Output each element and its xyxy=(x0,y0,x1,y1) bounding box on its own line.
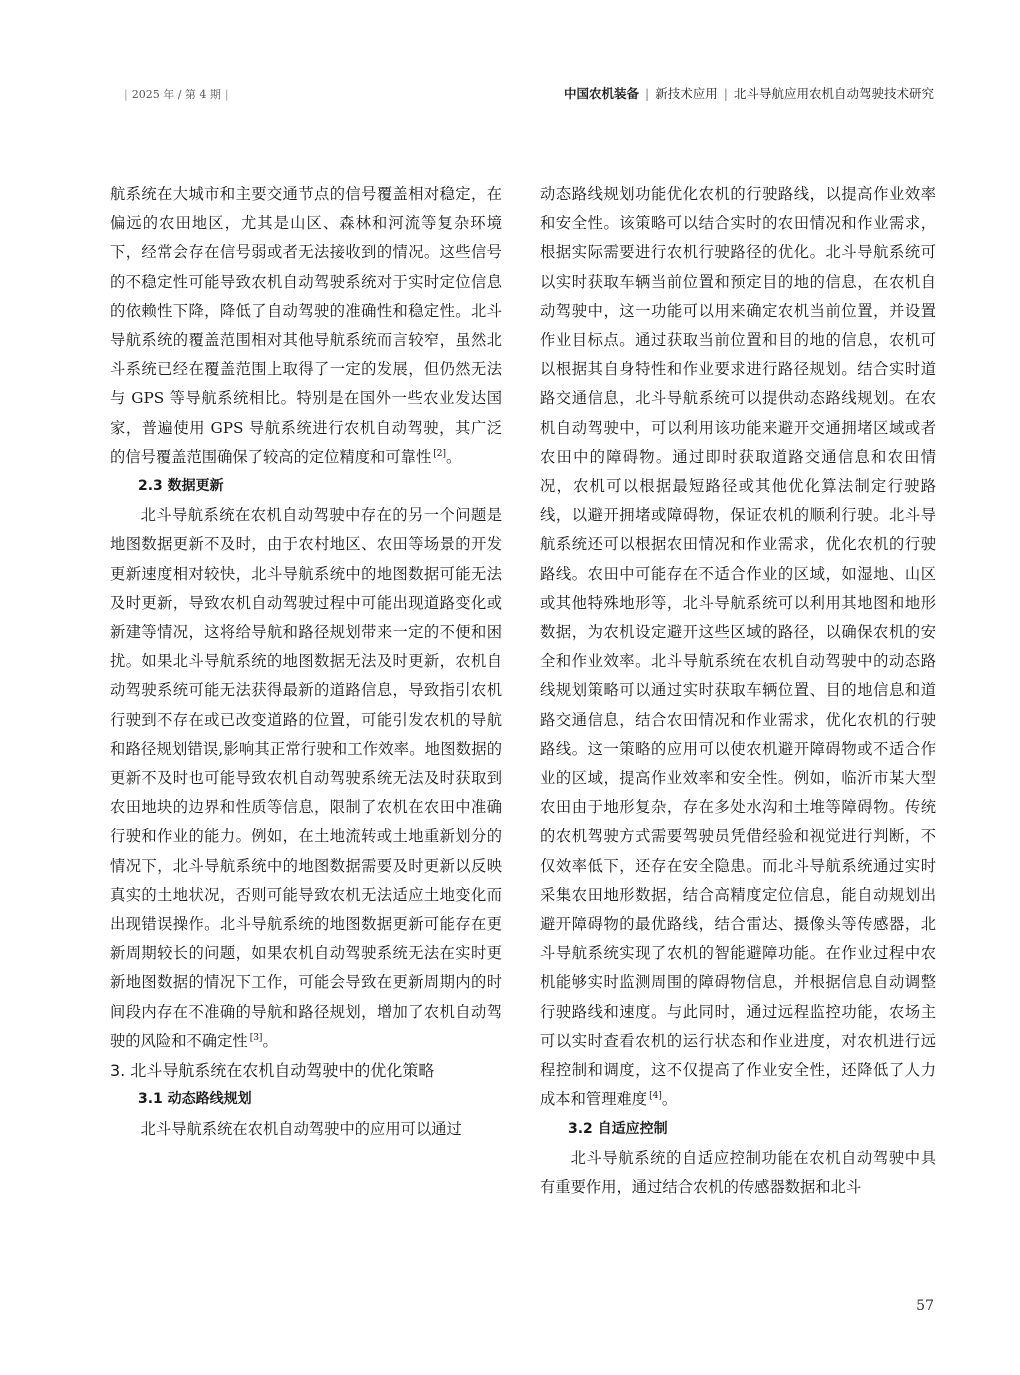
running-header-right: 中国农机装备 | 新技术应用 | 北斗导航应用农机自动驾驶技术研究 xyxy=(564,86,934,101)
paragraph: 北斗导航系统在农机自动驾驶中存在的另一个问题是地图数据更新不及时，由于农村地区、农田等场景的开发更新速度相对较快，北斗导航系统中的地图数据可能无法及时更新，导致农机自动驾驶过程中可能出现道路变化或新建等情况，这将给导航和路径规划带来一定的不便和困扰。如果北斗导航系统的地图数据无法及时更新，农机自动驾驶系统可能无法获得最新的道路信息，导致指引农机行驶到不存在或已改变道路的位置，可能引发农机的导航和路径规划错误,影响其正常行驶和工作效率。地图数据的更新不及时也可能导致农机自动驾驶系统无法及时获取到农田地块的边界和性质等信息，限制了农机在农田中准确行驶和作业的能力。例如，在土地流转或土地重新划分的情况下，北斗导航系统中的地图数据需要及时更新以反映真实的土地状况，否则可能导致农机无法适应土地变化而出现错误操作。北斗导航系统的地图数据更新可能存在更新周期较长的问题，如果农机自动驾驶系统无法在实时更新地图数据的情况下工作，可能会导致在更新周期内的时间段内存在不准确的导航和路径规划，增加了农机自动驾驶的风险和不确定性 [3]。 xyxy=(110,506,502,1050)
paragraph: 北斗导航系统的自适应控制功能在农机自动驾驶中具有重要作用，通过结合农机的传感器数据和北斗 xyxy=(540,1148,936,1196)
year-issue: 2025 年 / 第 4 期 xyxy=(131,88,221,101)
subsection-heading-3-2: 3.2 自适应控制 xyxy=(568,1120,668,1137)
column-name: 新技术应用 xyxy=(655,86,718,101)
journal-name: 中国农机装备 xyxy=(564,86,640,101)
running-header-left: | 2025 年 / 第 4 期 | xyxy=(124,88,229,101)
subsection-heading-3-1: 3.1 动态路线规划 xyxy=(138,1091,252,1108)
page-number: 57 xyxy=(916,1298,934,1314)
left-column xyxy=(110,180,502,1144)
article-title: 北斗导航应用农机自动驾驶技术研究 xyxy=(733,86,934,101)
citation: [4] xyxy=(649,1091,662,1102)
paragraph: 北斗导航系统在农机自动驾驶中的应用可以通过 xyxy=(140,1119,462,1138)
section-heading-3: 3. 北斗导航系统在农机自动驾驶中的优化策略 xyxy=(110,1061,435,1081)
citation: [3] xyxy=(249,1032,263,1043)
subsection-heading-2-3: 2.3 数据更新 xyxy=(138,478,224,495)
paragraph: 航系统在大城市和主要交通节点的信号覆盖相对稳定，在偏远的农田地区，尤其是山区、森林和河流等复杂环境下，经常会存在信号弱或者无法接收到的情况。这些信号的不稳定性可能导致农机自动驾驶系统对于实时定位信息的依赖性下降，降低了自动驾驶的准确性和稳定性。北斗导航系统的覆盖范围相对其他导航系统而言较窄，虽然北斗系统已经在覆盖范围上取得了一定的发展，但仍然无法与 GPS 等导航系统相比。特别是在国外一些农业发达国家，普遍使用 GPS 导航系统进行农机自动驾驶，其广泛的信号覆盖范围确保了较高的定位精度和可靠性 [2]。 xyxy=(110,185,502,466)
right-column xyxy=(540,180,936,1202)
citation: [2] xyxy=(433,448,446,459)
paragraph: 动态路线规划功能优化农机的行驶路线，以提高作业效率和安全性。该策略可以结合实时的农田情况和作业需求，根据实际需要进行农机行驶路径的优化。北斗导航系统可以实时获取车辆当前位置和预定目的地的信息，在农机自动驾驶中，这一功能可以用来确定农机当前位置，并设置作业目标点。通过获取当前位置和目的地的信息，农机可以根据其自身特性和作业要求进行路径规划。结合实时道路交通信息，北斗导航系统可以提供动态路线规划。在农机自动驾驶中，可以利用该功能来避开交通拥堵区域或者农田中的障碍物。通过即时获取道路交通信息和农田情况，农机可以根据最短路径或其他优化算法制定行驶路线，以避开拥堵或障碍物，保证农机的顺利行驶。北斗导航系统还可以根据农田情况和作业需求，优化农机的行驶路线。农田中可能存在不适合作业的区域，如湿地、山区或其他特殊地形等，北斗导航系统可以利用其地图和地形数据，为农机设定避开这些区域的路径，以确保农机的安全和作业效率。北斗导航系统在农机自动驾驶中的动态路线规划策略可以通过实时获取车辆位置、目的地信息和道路交通信息，结合农田情况和作业需求，优化农机的行驶路线。这一策略的应用可以使农机避开障碍物或不适合作业的区域，提高作业效率和安全性。例如，临沂市某大型农田由于地形复杂，存在多处水沟和土堆等障碍物。传统的农机驾驶方式需要驾驶员凭借经验和视觉进行判断，不仅效率低下，还存在安全隐患。而北斗导航系统通过实时采集农田地形数据，结合高精度定位信息，能自动规划出避开障碍物的最优路线，结合雷达、摄像头等传感器，北斗导航系统实现了农机的智能避障功能。在作业过程中农机能够实时监测周围的障碍物信息，并根据信息自动调整行驶路线和速度。与此同时，通过远程监控功能，农场主可以实时查看农机的运行状态和作业进度，对农机进行远程控制和调度，这不仅提高了作业安全性，还降低了人力成本和管理难度 [4]。 xyxy=(540,185,936,1109)
